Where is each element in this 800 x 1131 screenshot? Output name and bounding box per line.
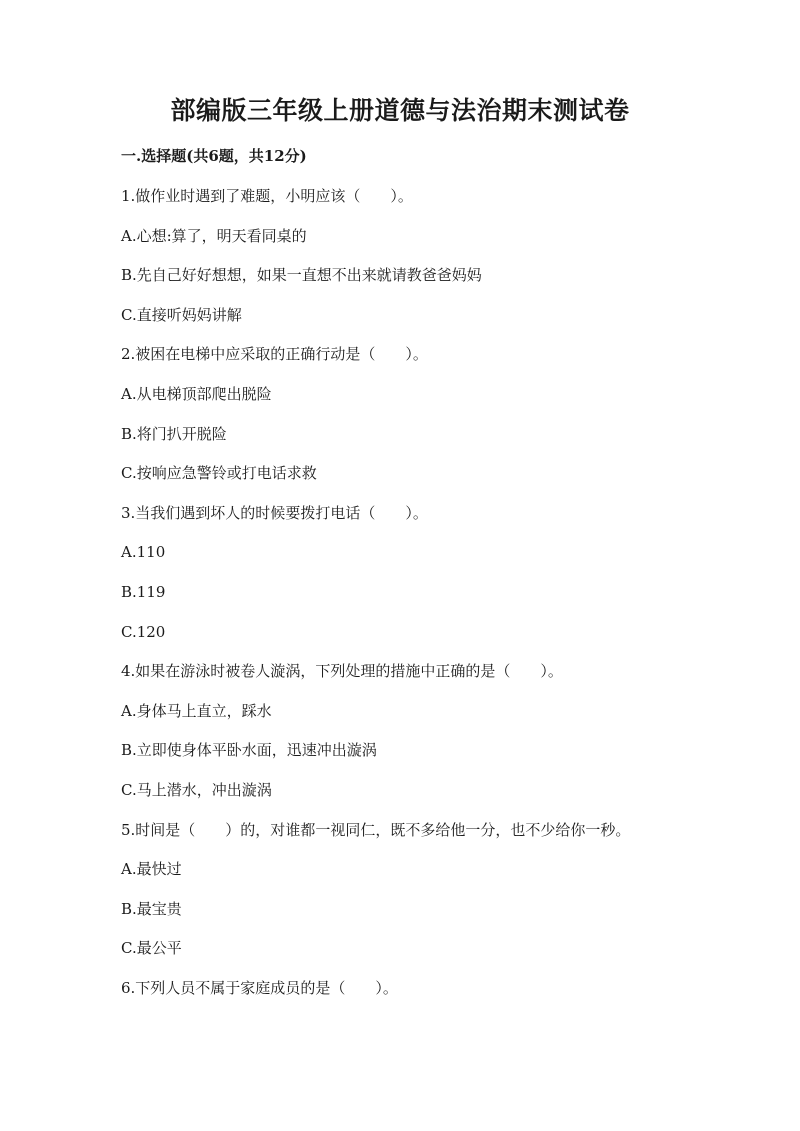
question-stem: 2.被困在电梯中应采取的正确行动是（ ）。 bbox=[121, 345, 428, 364]
option-item: C.按响应急警铃或打电话求救 bbox=[121, 464, 317, 483]
option-item: A.心想:算了，明天看同桌的 bbox=[121, 226, 307, 245]
option-item: C.直接听妈妈讲解 bbox=[121, 305, 242, 324]
option-item: A.最快过 bbox=[121, 860, 182, 879]
question-stem: 3.当我们遇到坏人的时候要拨打电话（ ）。 bbox=[121, 503, 428, 522]
option-item: B.将门扒开脱险 bbox=[121, 424, 227, 443]
question-list bbox=[121, 183, 761, 1014]
option-item: C.120 bbox=[121, 622, 166, 641]
option-item: B.先自己好好想想，如果一直想不出来就请教爸爸妈妈 bbox=[121, 266, 482, 285]
question-stem: 4.如果在游泳时被卷人漩涡，下列处理的措施中正确的是（ ）。 bbox=[121, 662, 563, 681]
option-item: A.从电梯顶部爬出脱险 bbox=[121, 384, 272, 403]
option-item: C.马上潜水，冲出漩涡 bbox=[121, 780, 272, 799]
question-stem: 1.做作业时遇到了难题，小明应该（ ）。 bbox=[121, 187, 413, 205]
option-item: C.最公平 bbox=[121, 939, 182, 958]
option-item: B.立即使身体平卧水面，迅速冲出漩涡 bbox=[121, 741, 377, 760]
option-item: A.身体马上直立，踩水 bbox=[121, 701, 272, 720]
option-item: B.最宝贵 bbox=[121, 899, 182, 918]
question-stem: 5.时间是（ ）的，对谁都一视同仁，既不多给他一分，也不少给你一秒。 bbox=[121, 820, 631, 839]
section-header: 一.选择题(共6题，共12分) bbox=[121, 147, 307, 165]
question-stem: 6.下列人员不属于家庭成员的是（ ）。 bbox=[121, 978, 398, 997]
option-item: A.110 bbox=[121, 543, 166, 562]
page-title: 部编版三年级上册道德与法治期末测试卷 bbox=[170, 96, 630, 125]
option-item: B.119 bbox=[121, 582, 166, 601]
